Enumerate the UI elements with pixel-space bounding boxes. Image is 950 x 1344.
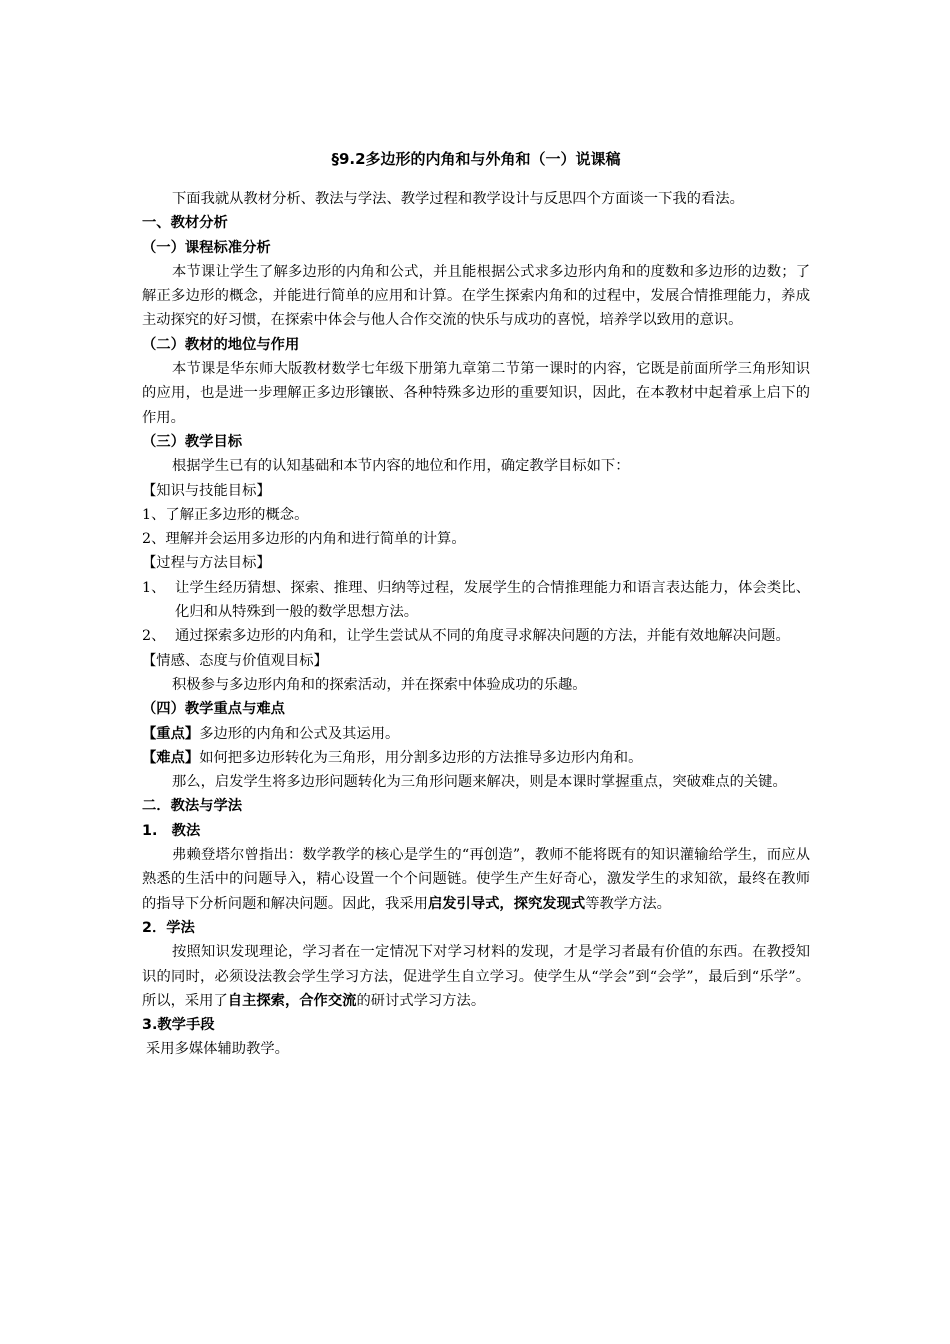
difficult-point-label: 【难点】 <box>142 749 200 766</box>
goal-knowledge-item: 2、理解并会运用多边形的内角和进行简单的计算。 <box>142 531 466 548</box>
key-point-label: 【重点】 <box>142 725 200 742</box>
section-2-heading: 二．教法与学法 <box>142 798 243 815</box>
subsection-1-heading: （一）课程标准分析 <box>142 239 271 256</box>
difficult-point-text: 如何把多边形转化为三角形，用分割多边形的方法推导多边形内角和。 <box>199 749 643 766</box>
subsection-2-heading: （二）教材的地位与作用 <box>142 336 300 353</box>
method-2-text <box>142 940 810 1013</box>
method-2-bold: 自主探索，合作交流 <box>227 992 357 1009</box>
goal-knowledge-title: 【知识与技能目标】 <box>142 482 271 499</box>
subsection-3-heading: （三）教学目标 <box>142 433 243 450</box>
method-1-text-b: 等教学方法。 <box>585 895 671 912</box>
difficult-point <box>142 746 810 770</box>
method-2-text-b: 的研讨式学习方法。 <box>356 992 486 1009</box>
method-3-text <box>142 1037 810 1061</box>
subsection-2-text: 本节课是华东师大版教材数学七年级下册第九章第二节第一课时的内容，它既是前面所学三角形知识的应用，也是进一步理解正多边形镶嵌、各种特殊多边形的重要知识，因此，在本教材中起着承上启下的作用。 <box>142 361 810 426</box>
method-1-bold: 启发引导式，探究发现式 <box>427 895 586 912</box>
goal-attitude-text: 积极参与多边形内角和的探索活动，并在探索中体验成功的乐趣。 <box>172 676 587 693</box>
method-2-heading: 2．学法 <box>142 919 195 936</box>
list-text: 通过探索多边形的内角和，让学生尝试从不同的角度寻求解决问题的方法，并能有效地解决问题。 <box>175 628 790 645</box>
method-1-text <box>142 843 810 916</box>
subsection-4-heading: （四）教学重点与难点 <box>142 701 285 718</box>
document-title: §9.2多边形的内角和与外角和（一）说课稿 <box>331 150 621 168</box>
key-point <box>142 722 810 746</box>
goal-knowledge-item: 1、了解正多边形的概念。 <box>142 506 309 523</box>
goal-process-title: 【过程与方法目标】 <box>142 555 271 572</box>
goal-attitude-title: 【情感、态度与价值观目标】 <box>142 652 328 669</box>
method-3-heading: 3.教学手段 <box>142 1017 215 1034</box>
section-1-heading: 一、教材分析 <box>142 215 228 232</box>
list-text: 让学生经历猜想、探索、推理、归纳等过程，发展学生的合情推理能力和语言表达能力，体会类比、化归和从特殊到一般的数学思想方法。 <box>175 579 810 621</box>
method-3-text-content: 采用多媒体辅助教学。 <box>146 1041 289 1058</box>
method-1-heading: 1. 教法 <box>142 822 201 839</box>
document-page <box>142 148 810 1062</box>
subsection-3-text: 根据学生已有的认知基础和本节内容的地位和作用，确定教学目标如下： <box>172 458 630 475</box>
goal-process-item <box>142 576 810 625</box>
goal-process-item <box>142 624 810 648</box>
intro-paragraph: 下面我就从教材分析、教法与学法、教学过程和教学设计与反思四个方面谈一下我的看法。 <box>172 191 744 207</box>
list-number: 2、 <box>142 628 166 645</box>
method-1-text-a: 弗赖登塔尔曾指出：数学教学的核心是学生的“再创造”，教师不能将既有的知识灌输给学生，而应从熟悉的生活中的问题导入，精心设置一个个问题链。使学生产生好奇心，激发学生的求知欲，最终在教师的指导下分析问题和解决问题。因此，我采用 <box>142 847 810 912</box>
key-summary: 那么，启发学生将多边形问题转化为三角形问题来解决，则是本课时掌握重点，突破难点的关键。 <box>172 774 787 791</box>
key-point-text: 多边形的内角和公式及其运用。 <box>199 725 400 742</box>
list-number: 1、 <box>142 579 166 596</box>
method-2-text-a: 按照知识发现理论，学习者在一定情况下对学习材料的发现，才是学习者最有价值的东西。在教授知识的同时，必须设法教会学生学习方法，促进学生自立学习。使学生从“学会”到“会学”，最后到“乐学”。所以，采用了 <box>142 944 810 1009</box>
subsection-1-text: 本节课让学生了解多边形的内角和公式，并且能根据公式求多边形内角和的度数和多边形的边数；了解正多边形的概念，并能进行简单的应用和计算。在学生探索内角和的过程中，发展合情推理能力，养成主动探究的好习惯，在探索中体会与他人合作交流的快乐与成功的喜悦，培养学以致用的意识。 <box>142 263 810 329</box>
